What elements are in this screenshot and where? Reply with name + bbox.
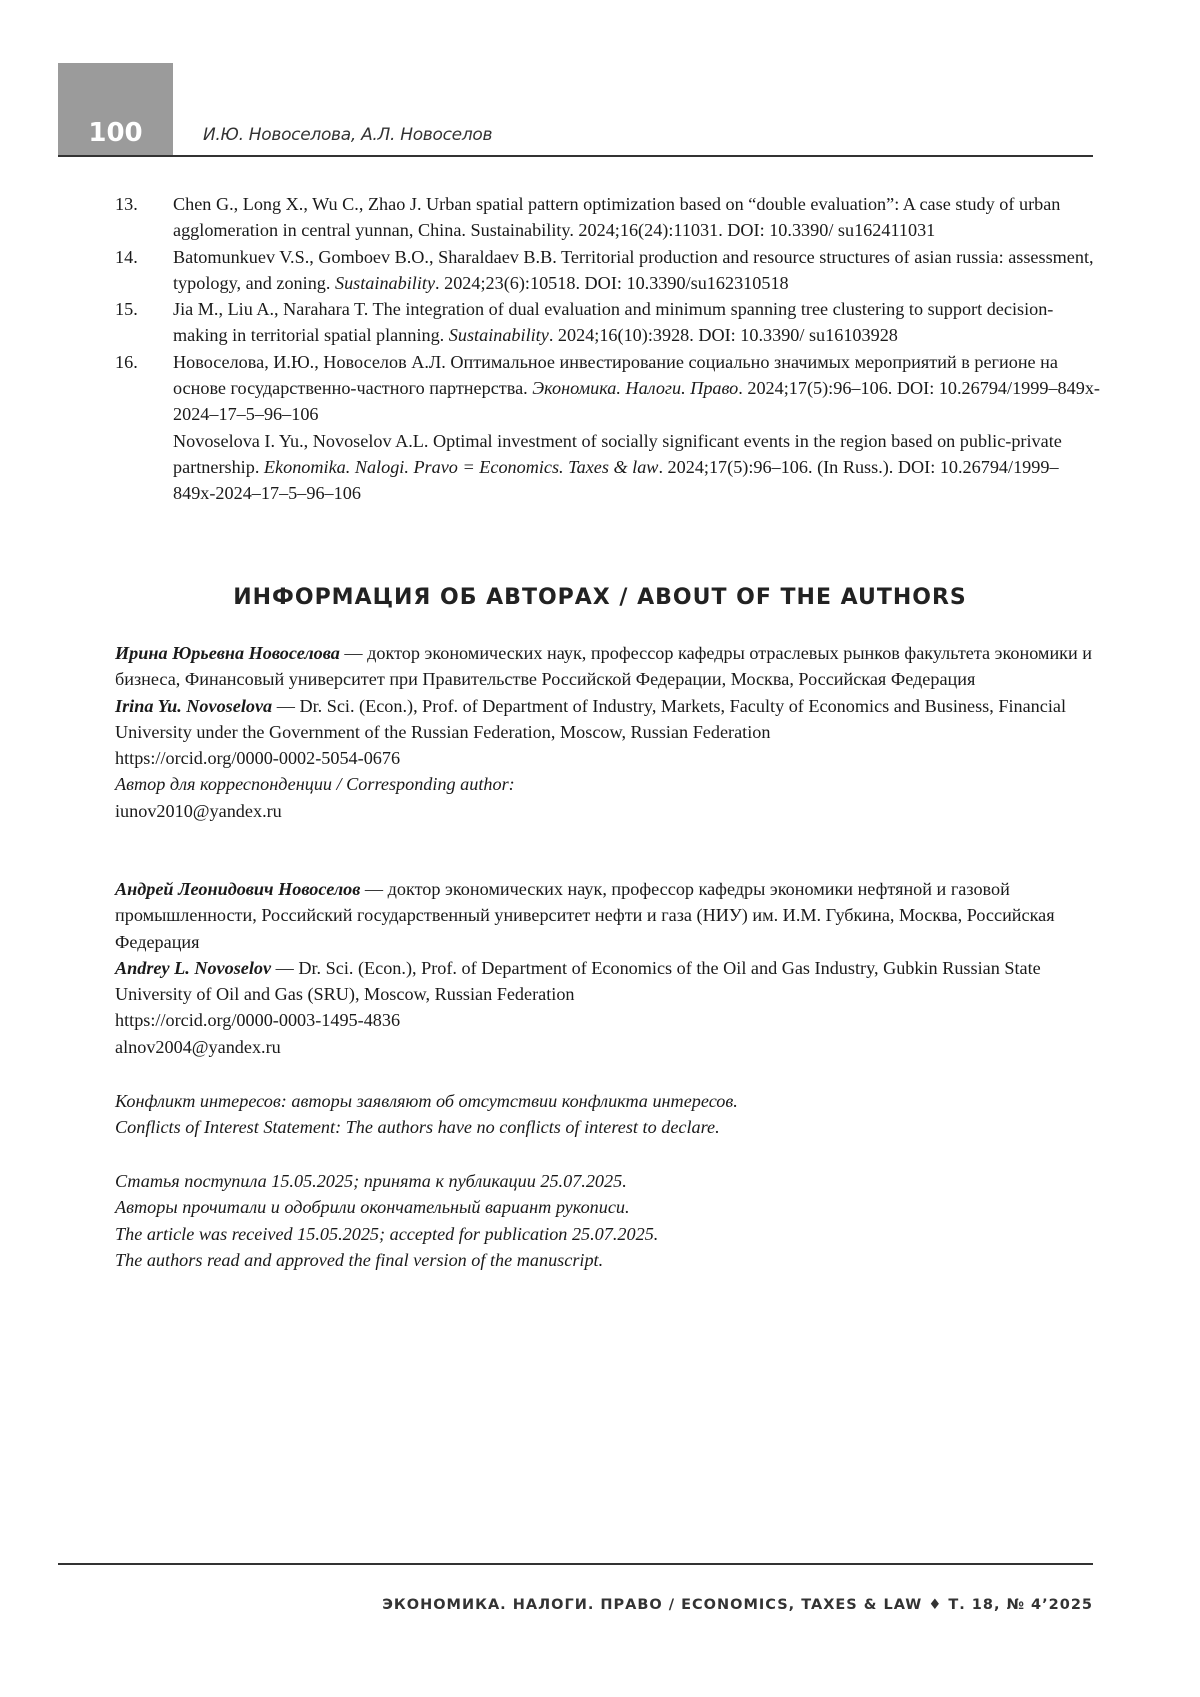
author-desc-en: — Dr. Sci. (Econ.), Prof. of Department of Industry, Markets, Faculty of Economics and Business, Financial University under the Government of the Russian Federation, Moscow, Russian Federation <box>115 695 1067 742</box>
reference-number: 16. <box>115 351 138 372</box>
conflicts-en: Conflicts of Interest Statement: The authors have no conflicts of interest to declare. <box>115 1117 720 1138</box>
footer-rule <box>58 1563 1093 1565</box>
reference-item <box>115 191 1100 244</box>
reference-journal: Sustainability <box>334 272 436 293</box>
reference-journal: Экономика. Налоги. Право <box>532 378 739 399</box>
reference-journal: Ekonomika. Nalogi. Pravo = Economics. Taxes & law <box>263 456 659 477</box>
author-name-ru: Ирина Юрьевна Новоселова <box>115 643 340 663</box>
page-number: 100 <box>88 118 143 148</box>
reference-item <box>115 349 1100 507</box>
reference-paragraph <box>173 191 1100 244</box>
reference-paragraph <box>173 428 1100 507</box>
author-orcid[interactable]: https://orcid.org/0000-0002-5054-0676 <box>115 748 401 769</box>
reference-segment: Batomunkuev V.S., Gomboev B.O., Sharaldaev B.B. Territorial production and resource structures of asian russia: assessment, typology, and zoning. <box>173 246 1094 293</box>
reference-list <box>115 191 1100 507</box>
reference-paragraph <box>173 244 1100 297</box>
reference-text <box>173 296 1100 349</box>
author-name-ru: Андрей Леонидович Новоселов <box>115 879 361 899</box>
reference-item <box>115 244 1100 297</box>
reference-text <box>173 191 1100 244</box>
reference-paragraph <box>173 296 1100 349</box>
section-title: ИНФОРМАЦИЯ ОБ АВТОРАХ / ABOUT OF THE AUTHORS <box>233 585 967 610</box>
author-desc-en: — Dr. Sci. (Econ.), Prof. of Department of Economics of the Oil and Gas Industry, Gubkin Russian State University of Oil and Gas (SRU), Moscow, Russian Federation <box>115 957 1041 1005</box>
conflicts-statement <box>115 1088 1100 1141</box>
reference-segment: . 2024;16(10):3928. DOI: 10.3390/ su16103928 <box>548 325 898 346</box>
author-name-en: Andrey L. Novoselov <box>115 957 272 978</box>
dates-en-approved: The authors read and approved the final version of the manuscript. <box>115 1249 604 1270</box>
reference-segment: Jia M., Liu A., Narahara T. The integration of dual evaluation and minimum spanning tree clustering to support decision-making in territorial spatial planning. <box>173 299 1054 346</box>
corresponding-author-label: Автор для корреспонденции / Corresponding author: <box>115 774 515 795</box>
author-email[interactable]: alnov2004@yandex.ru <box>115 1036 281 1057</box>
reference-segment: . 2024;23(6):10518. DOI: 10.3390/su162310518 <box>435 272 789 293</box>
author-desc-ru: — доктор экономических наук, профессор кафедры экономики нефтяной и газовой промышленности, Российский государственный университет нефти и газа (НИУ) им. И.М. Губкина, Москва, Российская Федерация <box>115 879 1055 952</box>
reference-segment: . 2024;17(5):96–106. (In Russ.). DOI: 10.26794/1999–849x-2024–17–5–96–106 <box>173 456 1059 504</box>
reference-text <box>173 244 1100 297</box>
author-ru-entry <box>115 640 1100 693</box>
author-email[interactable]: iunov2010@yandex.ru <box>115 800 282 821</box>
author-block-2 <box>115 876 1100 1060</box>
author-desc-ru: — доктор экономических наук, профессор кафедры отраслевых рынков факультета экономики и бизнеса, Финансовый университет при Правительстве Российской Федерации, Москва, Российская Федерация <box>115 643 1093 690</box>
journal-footer: ЭКОНОМИКА. НАЛОГИ. ПРАВО / ECONOMICS, TAXES & LAW ♦ Т. 18, № 4’2025 <box>382 1597 1093 1613</box>
running-head: И.Ю. Новоселова, А.Л. Новоселов <box>203 125 493 145</box>
reference-item <box>115 296 1100 349</box>
reference-segment: Chen G., Long X., Wu C., Zhao J. Urban spatial pattern optimization based on “double evaluation”: A case study of urban agglomeration in central yunnan, China. Sustainability. 2024;16(24):11031. DOI: 10.3390/ su162411031 <box>173 194 1061 241</box>
conflicts-ru: Конфликт интересов: авторы заявляют об отсутствии конфликта интересов. <box>115 1091 738 1111</box>
author-en-entry <box>115 955 1100 1008</box>
author-orcid[interactable]: https://orcid.org/0000-0003-1495-4836 <box>115 1010 401 1031</box>
header-rule <box>58 155 1093 157</box>
author-name-en: Irina Yu. Novoselova <box>115 695 273 716</box>
reference-number: 14. <box>115 246 138 267</box>
dates-ru-approved: Авторы прочитали и одобрили окончательный вариант рукописи. <box>115 1197 630 1218</box>
reference-number: 13. <box>115 194 138 214</box>
reference-text <box>173 349 1100 507</box>
article-dates <box>115 1168 1100 1273</box>
reference-segment: Новоселова, И.Ю., Новоселов А.Л. Оптимальное инвестирование социально значимых мероприятий в регионе на основе государственно-частного партнерства. <box>173 351 1058 399</box>
dates-ru-received: Статья поступила 15.05.2025; принята к публикации 25.07.2025. <box>115 1171 627 1191</box>
author-en-entry <box>115 693 1100 746</box>
author-ru-entry <box>115 876 1100 955</box>
reference-paragraph <box>173 349 1100 428</box>
dates-en-received: The article was received 15.05.2025; accepted for publication 25.07.2025. <box>115 1223 659 1244</box>
author-block-1 <box>115 640 1100 824</box>
reference-journal: Sustainability <box>448 325 549 346</box>
reference-segment: Novoselova I. Yu., Novoselov A.L. Optimal investment of socially significant events in the region based on public-private partnership. <box>173 430 1062 477</box>
reference-segment: . 2024;17(5):96–106. DOI: 10.26794/1999–849x-2024–17–5–96–106 <box>173 378 1100 425</box>
reference-number: 15. <box>115 299 138 320</box>
